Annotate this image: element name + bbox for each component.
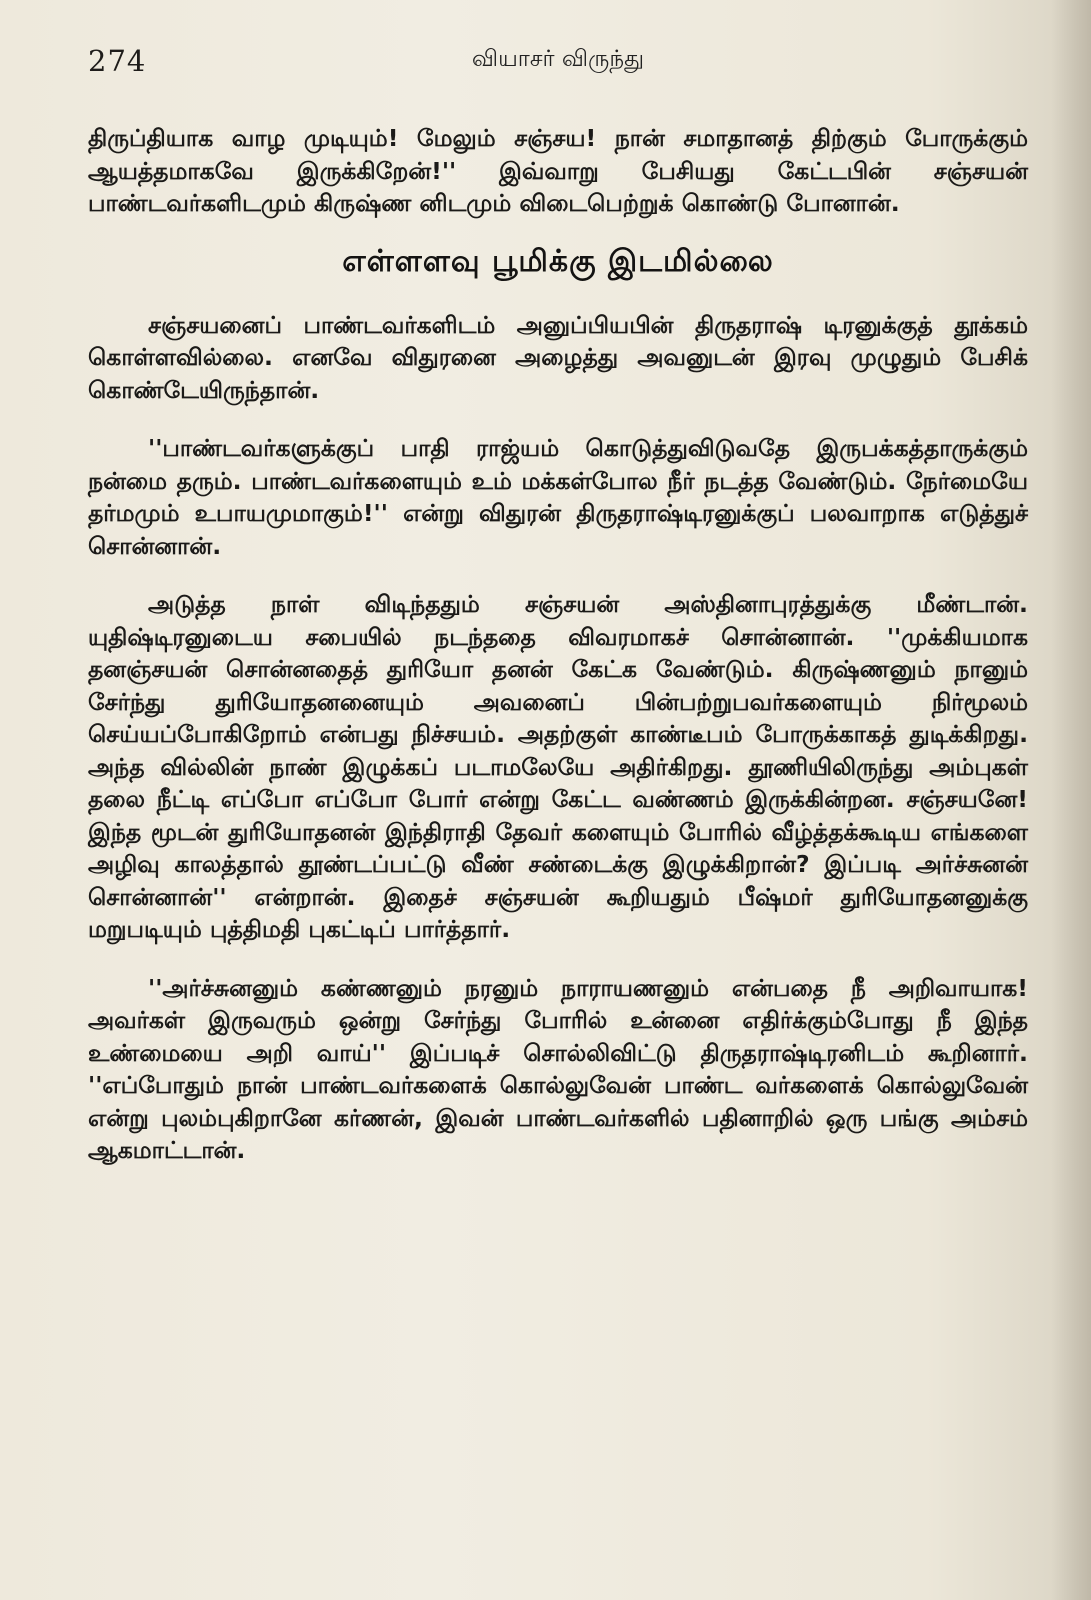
paragraph-gap: [88, 562, 1028, 588]
paragraph-gap: [88, 946, 1028, 972]
page-edge-shadow: [1051, 0, 1091, 1600]
page-body: [88, 122, 1028, 1167]
page-header: [88, 44, 1028, 94]
section-heading: எள்ளளவு பூமிக்கு இடமில்லை: [342, 243, 774, 279]
paragraph: அடுத்த நாள் விடிந்ததும் சஞ்சயன் அஸ்தினாபுரத்துக்கு மீண்டான். யுதிஷ்டிரனுடைய சபையில் நடந்ததை விவரமாகச் சொன்னான். ''முக்கியமாக தனஞ்சயன் சொன்னதைத் துரியோ தனன் கேட்க வேண்டும். கிருஷ்ணனும் நானும் சேர்ந்து துரியோதனனையும் அவனைப் பின்பற்றுபவர்களையும் நிர்மூலம் செய்யப்போகிறோம் என்பது நிச்சயம். அதற்குள் காண்டீபம் போருக்காகத் துடிக்கிறது. அந்த வில்லின் நாண் இழுக்கப் படாமலேயே அதிர்கிறது. தூணியிலிருந்து அம்புகள் தலை நீட்டி எப்போ எப்போ போர் என்று கேட்ட வண்ணம் இருக்கின்றன. சஞ்சயனே! இந்த மூடன் துரியோதனன் இந்திராதி தேவர் களையும் போரில் வீழ்த்தக்கூடிய எங்களை அழிவு காலத்தால் தூண்டப்பட்டு வீண் சண்டைக்கு இழுக்கிறான்? இப்படி அர்ச்சுனன் சொன்னான்'' என்றான். இதைச் சஞ்சயன் கூறியதும் பீஷ்மர் துரியோதனனுக்கு மறுபடியும் புத்திமதி புகட்டிப் பார்த்தார்.: [88, 590, 1028, 943]
paragraph: சஞ்சயனைப் பாண்டவர்களிடம் அனுப்பியபின் திருதராஷ் டிரனுக்குத் தூக்கம் கொள்ளவில்லை. எனவே விதுரனை அழைத்து அவனுடன் இரவு முழுதும் பேசிக் கொண்டேயிருந்தான்.: [88, 310, 1028, 404]
paragraph: ''அர்ச்சுனனும் கண்ணனும் நரனும் நாராயணனும் என்பதை நீ அறிவாயாக! அவர்கள் இருவரும் ஒன்று சேர்ந்து போரில் உன்னை எதிர்க்கும்போது நீ இந்த உண்மையை அறி வாய்'' இப்படிச் சொல்லிவிட்டு திருதராஷ்டிரனிடம் கூறினார். ''எப்போதும் நான் பாண்டவர்களைக் கொல்லுவேன் பாண்ட வர்களைக் கொல்லுவேன் என்று புலம்புகிறானே கர்ணன், இவன் பாண்டவர்களில் பதினாறில் ஒரு பங்கு அம்சம் ஆகமாட்டான்.: [88, 973, 1028, 1164]
running-head: வியாசர் விருந்து: [471, 46, 645, 72]
paragraph: ''பாண்டவர்களுக்குப் பாதி ராஜ்யம் கொடுத்துவிடுவதே இருபக்கத்தாருக்கும் நன்மை தரும். பாண்டவர்களையும் உம் மக்கள்போல நீர் நடத்த வேண்டும். நேர்மையே தர்மமும் உபாயமுமாகும்!'' என்று விதுரன் திருதராஷ்டிரனுக்குப் பலவாறாக எடுத்துச் சொன்னான்.: [88, 434, 1028, 560]
paragraph-continuation: திருப்தியாக வாழ முடியும்! மேலும் சஞ்சய! நான் சமாதானத் திற்கும் போருக்கும் ஆயத்தமாகவே இருக்கிறேன்!'' இவ்வாறு பேசியது கேட்டபின் சஞ்சயன் பாண்டவர்களிடமும் கிருஷ்ண னிடமும் விடைபெற்றுக் கொண்டு போனான்.: [88, 124, 1028, 217]
paragraph-gap: [88, 406, 1028, 432]
page-number: 274: [88, 44, 147, 78]
